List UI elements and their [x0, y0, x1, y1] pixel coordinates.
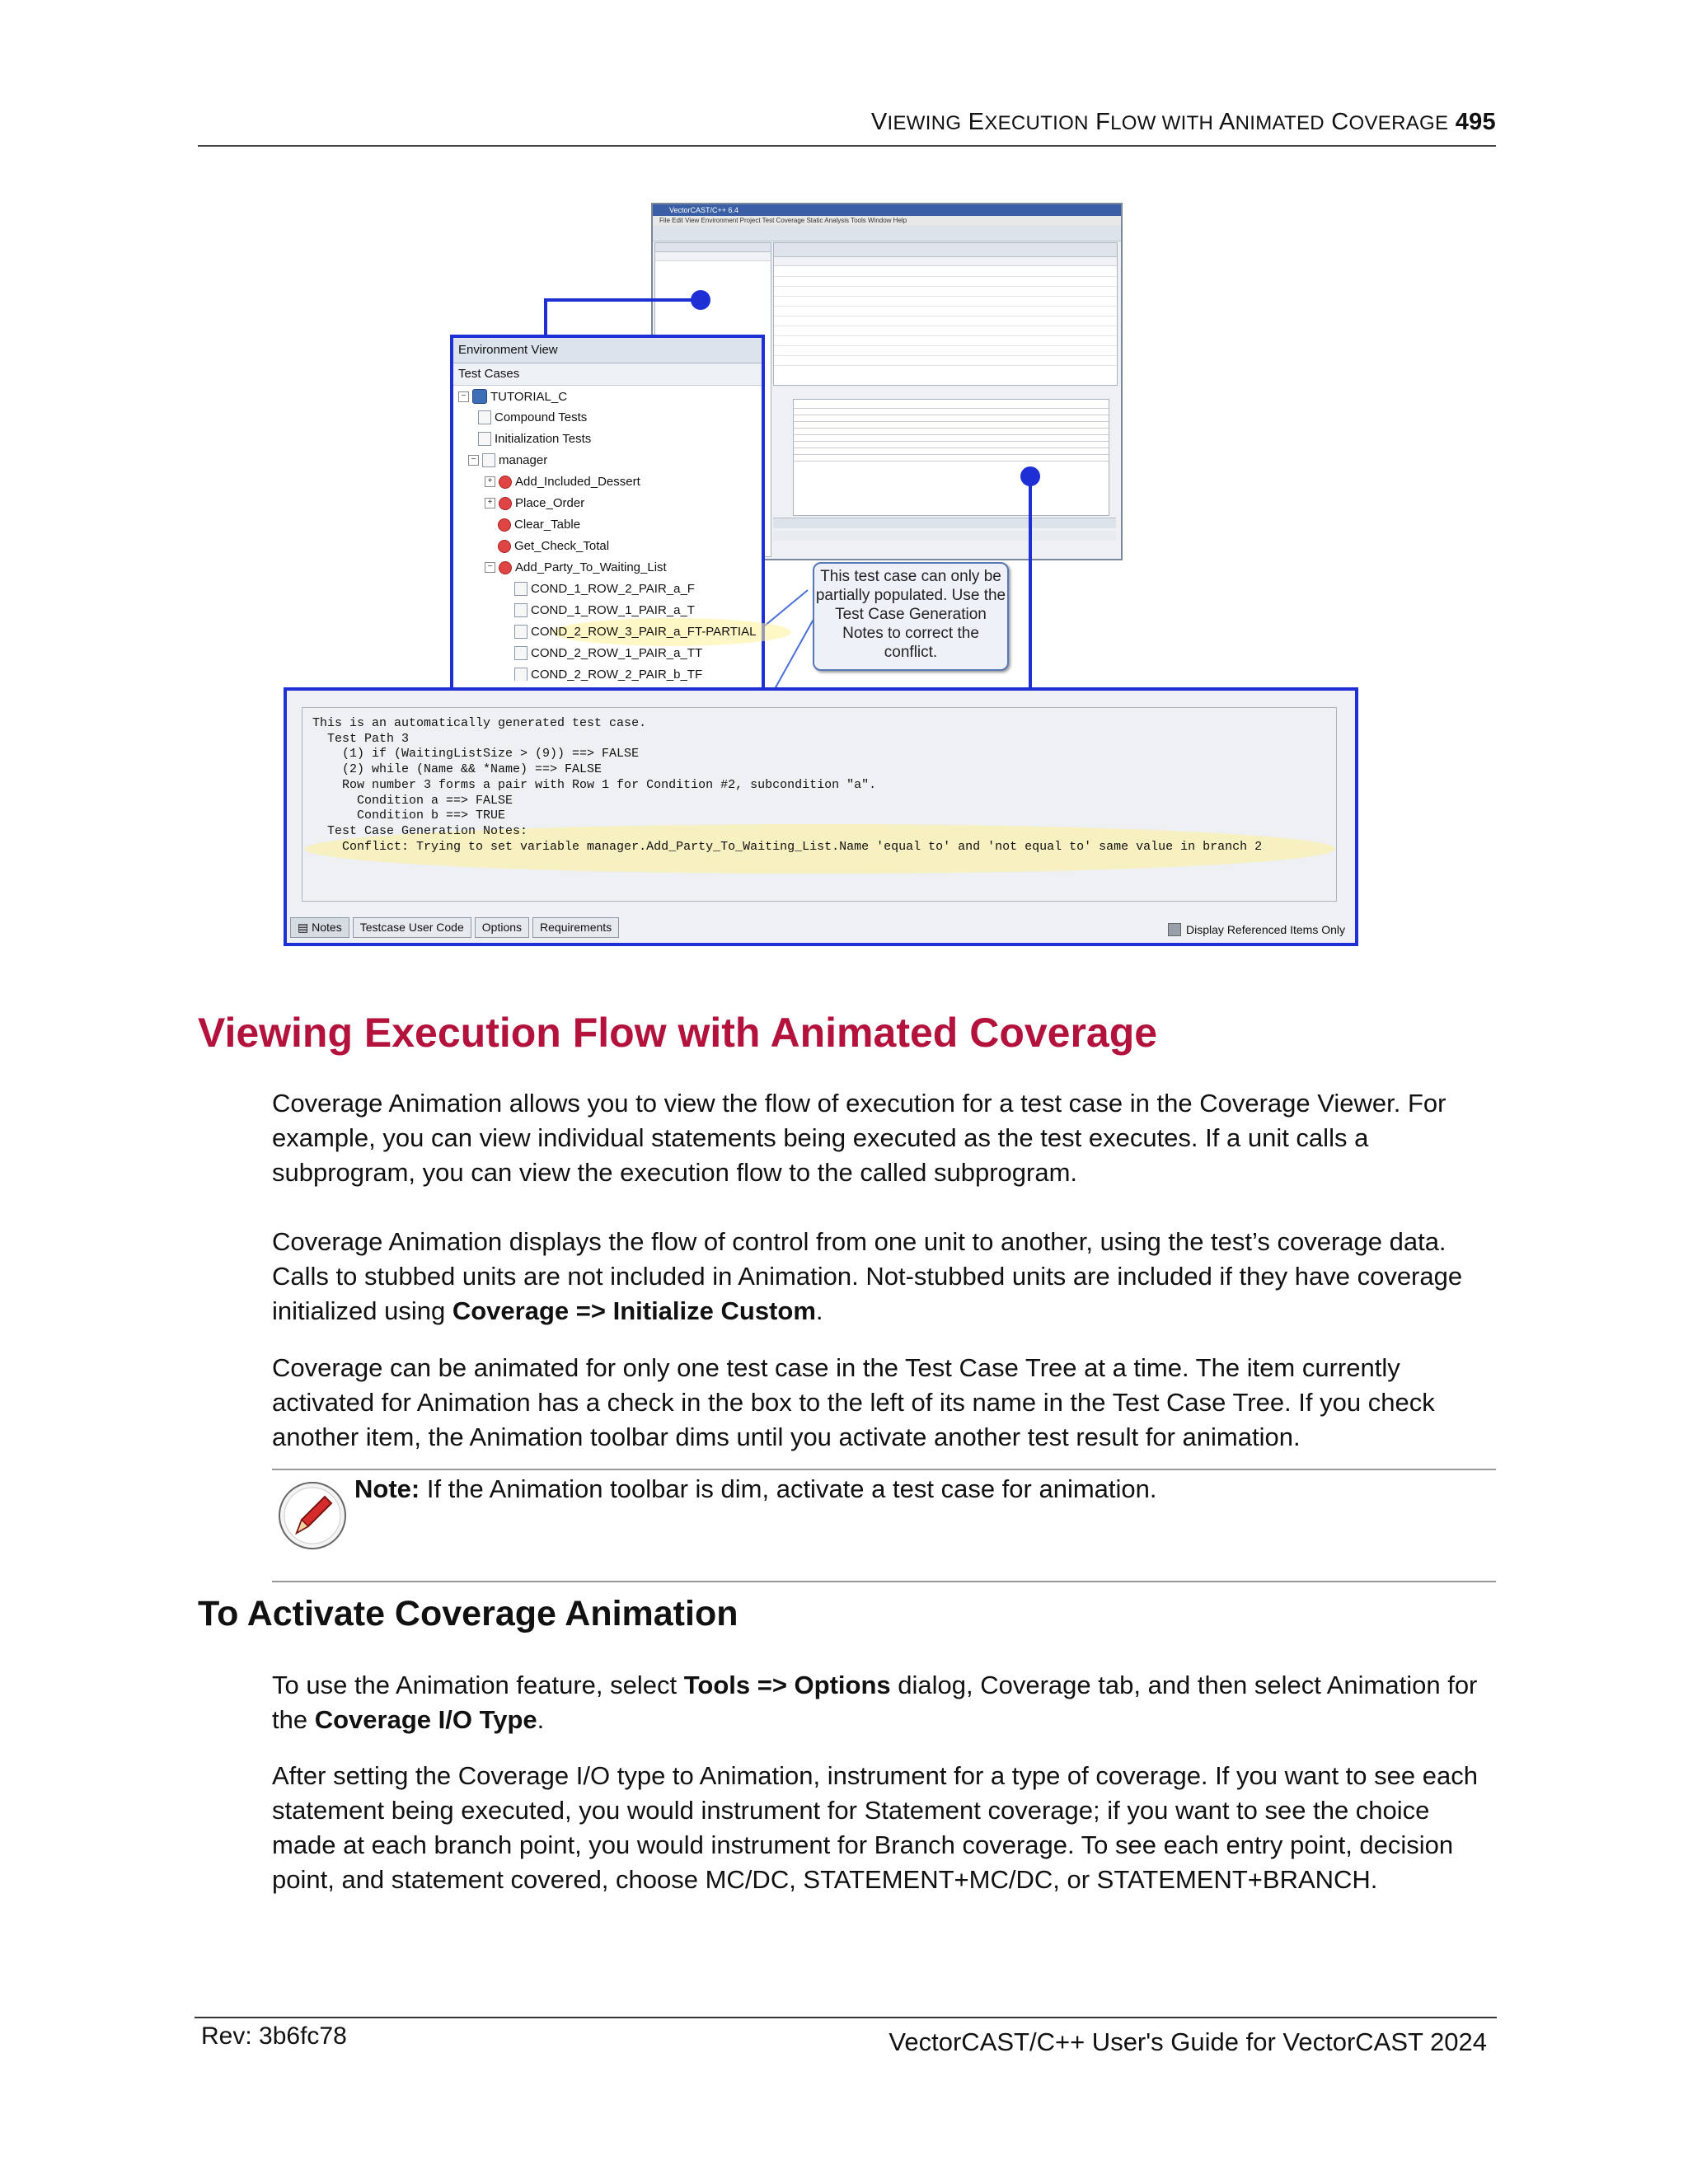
app-title: VectorCAST/C++ 6.4: [653, 204, 1121, 216]
tab-notes[interactable]: ▤ Notes: [290, 917, 349, 938]
page-number: 495: [1455, 109, 1496, 135]
callout-note: This test case can only be partially populated. Use the Test Case Generation Notes to correct the conflict.: [813, 562, 1009, 671]
tree-item-init[interactable]: Initialization Tests: [478, 432, 591, 446]
revision-label: Rev: 3b6fc78: [201, 2022, 347, 2050]
collapse-icon[interactable]: −: [485, 562, 495, 573]
tab-requirements[interactable]: Requirements: [532, 917, 619, 938]
subprogram-icon: [499, 476, 512, 489]
paragraph: Coverage Animation allows you to view the flow of execution for a test case in the Coverage Viewer. For example, you can view individual statements being executed as the test executes. If a unit calls a subprogram, you can view the execution flow to the called subprogram.: [272, 1089, 1447, 1187]
tree-item-testcase-partial[interactable]: COND_2_ROW_3_PAIR_a_FT-PARTIAL: [514, 625, 756, 639]
paragraph: To use the Animation feature, select Tools => Options dialog, Coverage tab, and then select Animation for the Coverage I/O Type.: [272, 1671, 1478, 1734]
marker-dot-right: [1020, 466, 1040, 486]
figure-screenshot: [280, 203, 1360, 944]
subprogram-icon: [499, 561, 512, 574]
paragraph: Coverage can be animated for only one test case in the Test Case Tree at a time. The item currently activated for Animation has a check in the box to the left of its name in the Test Case Tree. If you check another item, the Animation toolbar dims until you activate another test result for animation.: [272, 1353, 1435, 1451]
tree-item-compound[interactable]: Compound Tests: [478, 410, 587, 424]
tree-item-testcase[interactable]: COND_1_ROW_1_PAIR_a_T: [514, 603, 695, 617]
compound-icon: [478, 410, 491, 424]
tree-item-testcase[interactable]: COND_1_ROW_2_PAIR_a_F: [514, 582, 695, 596]
expand-icon[interactable]: +: [485, 476, 495, 487]
running-header: [198, 105, 1496, 147]
subprogram-icon: [498, 518, 511, 532]
tree-item-subprogram[interactable]: − Add_Party_To_Waiting_List: [485, 560, 667, 574]
notes-panel: [284, 687, 1358, 946]
tree-item-subprogram[interactable]: + Add_Included_Dessert: [485, 475, 640, 489]
checkbox-icon[interactable]: [1168, 923, 1181, 936]
divider: [272, 1469, 1496, 1470]
tree-item-subprogram[interactable]: Clear_Table: [498, 518, 580, 532]
unit-icon: [482, 453, 495, 467]
test-cases-title: Test Cases: [453, 363, 762, 386]
notes-text: This is an automatically generated test case. Test Path 3 (1) if (WaitingListSize > (9)) ==> FALSE (2) while (Name && *Name) ==> FALSE Row number 3 forms a pair with Row 1 for Condition #2, subcondition "a". Condition a ==> FALSE Condition b ==> TRUE Test Case Generation Notes: Conflict: Trying to set variable manager.Add_Party_To_Waiting_List.Name 'equal to' and 'not equal to' same value in branch 2: [302, 707, 1337, 902]
pencil-note-icon: [277, 1480, 348, 1551]
tree-item-testcase[interactable]: COND_2_ROW_2_PAIR_b_TF: [514, 668, 702, 681]
tree-item-manager[interactable]: − manager: [468, 453, 547, 467]
guide-title: VectorCAST/C++ User's Guide for VectorCAST 2024: [889, 2027, 1487, 2056]
testcase-icon: [514, 668, 528, 681]
tree-item-testcase[interactable]: COND_2_ROW_1_PAIR_a_TT: [514, 646, 702, 660]
note-text: Note: If the Animation toolbar is dim, activate a test case for animation.: [354, 1474, 1157, 1503]
expand-icon[interactable]: +: [485, 498, 495, 509]
environment-icon: [472, 389, 487, 404]
notes-tabs: [290, 917, 619, 938]
testcase-icon: [514, 625, 528, 639]
subsection-heading: To Activate Coverage Animation: [198, 1594, 738, 1633]
tree-item-subprogram[interactable]: Get_Check_Total: [498, 539, 609, 553]
subprogram-icon: [499, 497, 512, 510]
section-heading: Viewing Execution Flow with Animated Coverage: [198, 1010, 1158, 1056]
footer-rule: [195, 2017, 1497, 2018]
testcase-icon: [514, 603, 528, 617]
header-title: VIEWING EXECUTION FLOW WITH ANIMATED COVERAGE 495: [870, 109, 1496, 135]
collapse-icon[interactable]: −: [468, 455, 479, 466]
environment-view-title: Environment View: [453, 338, 762, 363]
paragraph: Coverage Animation displays the flow of control from one unit to another, using the test’s coverage data. Calls to stubbed units are not included in Animation. Not-stubbed units are included if they have coverage initialized using Coverage => Initialize Custom.: [272, 1227, 1463, 1325]
app-menu: File Edit View Environment Project Test Coverage Static Analysis Tools Window Help: [653, 216, 1121, 226]
tab-options[interactable]: Options: [475, 917, 529, 938]
environment-view-panel: [450, 335, 765, 691]
display-referenced-toggle[interactable]: Display Referenced Items Only: [1168, 923, 1345, 936]
notes-icon: ▤: [298, 921, 312, 934]
collapse-icon[interactable]: −: [458, 391, 469, 402]
init-icon: [478, 432, 491, 446]
divider: [272, 1581, 1496, 1582]
paragraph: After setting the Coverage I/O type to Animation, instrument for a type of coverage. If you want to see each statement being executed, you would instrument for Statement coverage; if you want to see the choice made at each branch point, you would instrument for Branch coverage. To see each entry point, decision point, and statement covered, choose MC/DC, STATEMENT+MC/DC, or STATEMENT+BRANCH.: [272, 1761, 1478, 1894]
testcase-icon: [514, 646, 528, 660]
marker-dot-top: [691, 290, 710, 310]
testcase-icon: [514, 582, 528, 596]
tree-item-tutorial[interactable]: − TUTORIAL_C: [458, 389, 567, 404]
tab-testcase-user-code[interactable]: Testcase User Code: [353, 917, 471, 938]
subprogram-icon: [498, 540, 511, 553]
tree-item-subprogram[interactable]: + Place_Order: [485, 496, 584, 510]
